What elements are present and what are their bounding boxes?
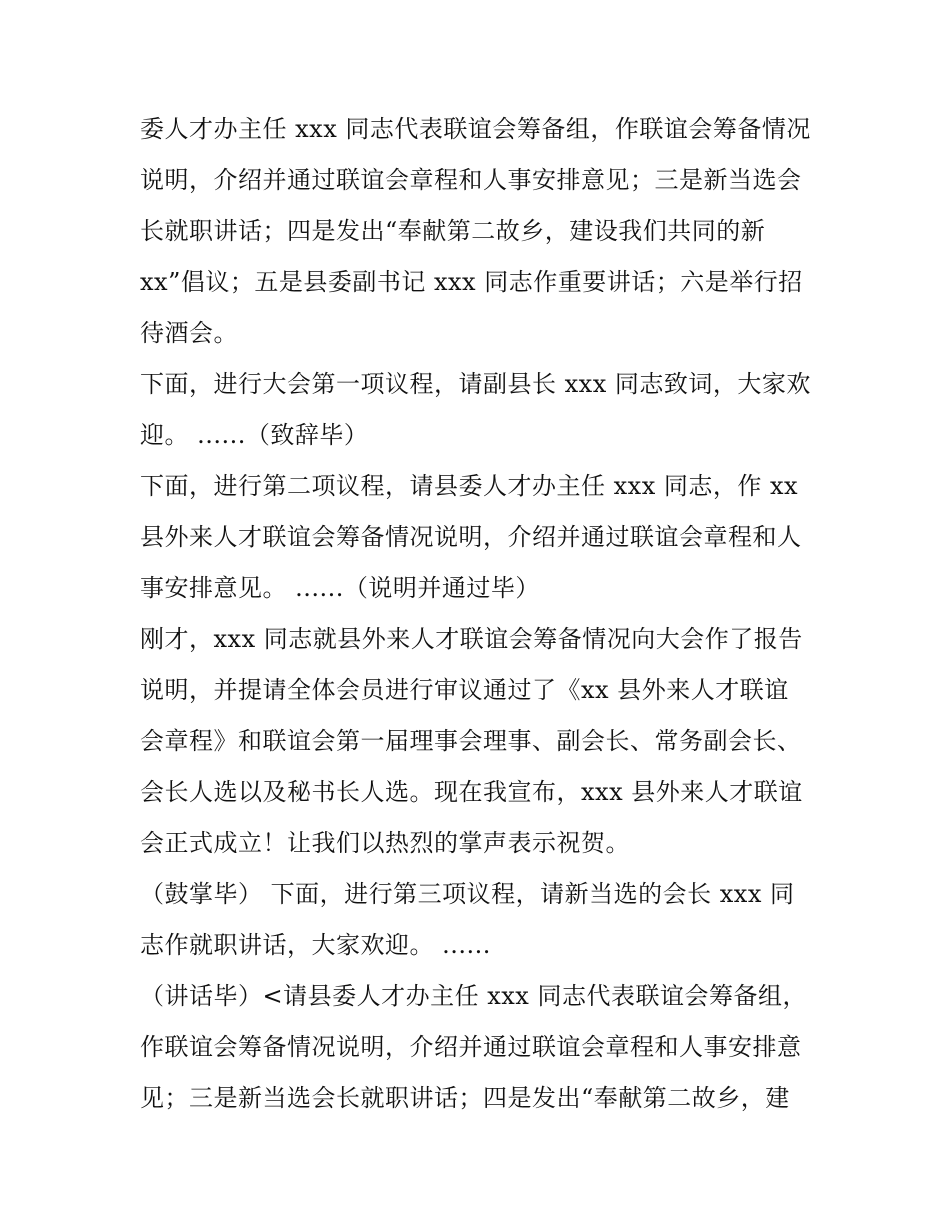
- text-line-9: 县外来人才联谊会筹备情况说明，介绍并通过联谊会章程和人: [140, 523, 802, 551]
- text-line-19: 作联谊会筹备情况说明，介绍并通过联谊会章程和人事安排意: [140, 1033, 802, 1061]
- text-line-3: 长就职讲话；四是发出“奉献第二故乡，建设我们共同的新: [140, 217, 766, 245]
- text-line-13: 会章程》和联谊会第一届理事会理事、副会长、常务副会长、: [140, 727, 802, 755]
- text-line-15: 会正式成立！让我们以热烈的掌声表示祝贺。: [140, 829, 630, 857]
- text-line-16: （鼓掌毕） 下面，进行第三项议程，请新当选的会长 xxx 同: [140, 880, 795, 908]
- text-line-8: 下面，进行第二项议程，请县委人才办主任 xxx 同志，作 xx: [140, 472, 799, 500]
- text-line-12: 说明，并提请全体会员进行审议通过了《xx 县外来人才联谊: [140, 676, 789, 704]
- text-line-17: 志作就职讲话，大家欢迎。 ......: [140, 931, 491, 959]
- text-line-1: 委人才办主任 xxx 同志代表联谊会筹备组，作联谊会筹备情况: [140, 115, 811, 143]
- text-line-18: （讲话毕）<请县委人才办主任 xxx 同志代表联谊会筹备组，: [140, 982, 807, 1010]
- text-line-6: 下面，进行大会第一项议程，请副县长 xxx 同志致词，大家欢: [140, 370, 811, 398]
- text-line-20: 见；三是新当选会长就职讲话；四是发出“奉献第二故乡，建: [140, 1084, 790, 1112]
- text-line-11: 刚才，xxx 同志就县外来人才联谊会筹备情况向大会作了报告: [140, 625, 803, 653]
- text-line-5: 待酒会。: [140, 319, 238, 347]
- text-line-2: 说明，介绍并通过联谊会章程和人事安排意见；三是新当选会: [140, 166, 802, 194]
- text-line-7: 迎。 ......（致辞毕）: [140, 421, 369, 449]
- text-line-14: 会长人选以及秘书长人选。现在我宣布，xxx 县外来人才联谊: [140, 778, 803, 806]
- document-body: [140, 104, 820, 1124]
- text-line-10: 事安排意见。 ......（说明并通过毕）: [140, 574, 540, 602]
- text-line-4: xx”倡议；五是县委副书记 xxx 同志作重要讲话；六是举行招: [140, 268, 803, 296]
